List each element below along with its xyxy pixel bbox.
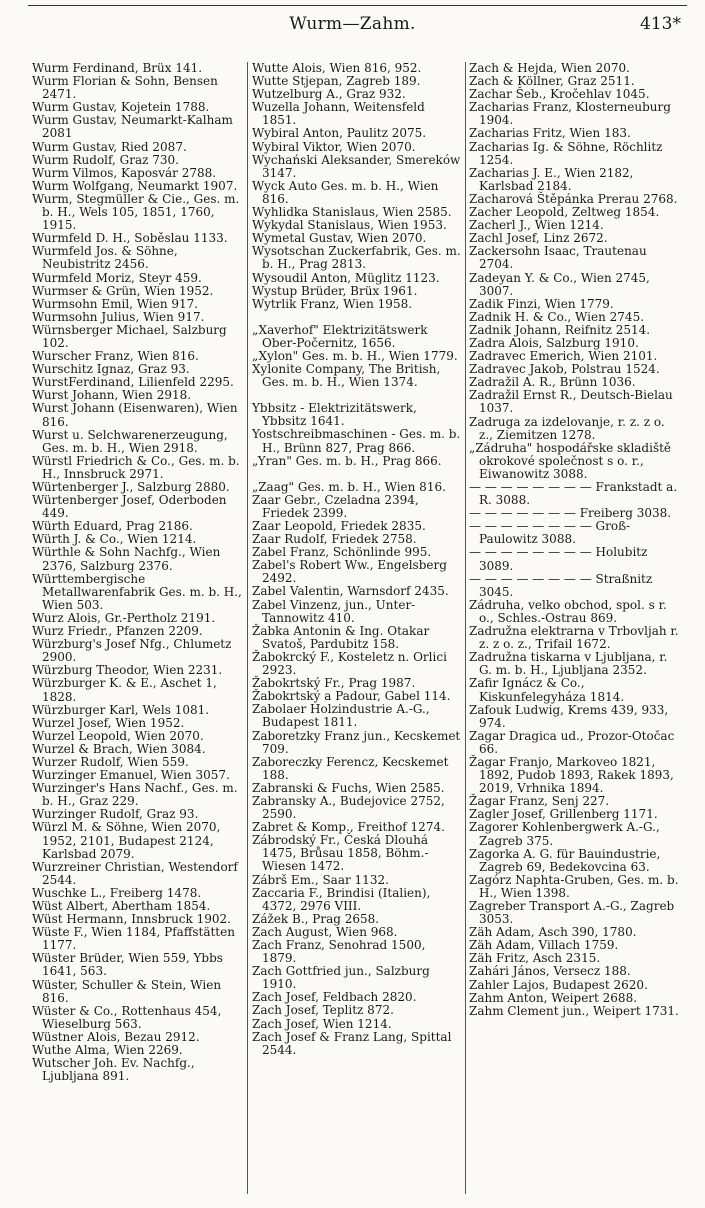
directory-entry: Wurmfeld D. H., Soběslau 1133. — [32, 231, 228, 246]
directory-entry: Zadravec Jakob, Polstrau 1524. — [469, 362, 660, 377]
directory-entry: Zagorer Kohlenbergwerk A.-G., Zagreb 375. — [469, 820, 660, 848]
directory-entry: Wymetal Gustav, Wien 2070. — [252, 231, 427, 246]
directory-entry: Zacharias Fritz, Wien 183. — [469, 126, 631, 141]
directory-entry: Zach August, Wien 968. — [252, 924, 398, 939]
directory-entry: Zabel Vinzenz, jun., Unter-Tannowitz 410. — [252, 597, 416, 625]
directory-entry: Zacherl J., Wien 1214. — [469, 218, 604, 233]
directory-entry: Wutte Stjepan, Zagreb 189. — [252, 74, 421, 89]
directory-entry: Zäh Adam, Asch 390, 1780. — [469, 925, 637, 940]
directory-entry: Zábrodský Fr., Česká Dlouhá 1475, Brůsau 1858, Böhm.-Wiesen 1472. — [252, 833, 429, 874]
directory-entry: Zahm Clement jun., Weipert 1731. — [469, 1003, 679, 1018]
directory-entry: Würzburger K. & E., Aschet 1, 1828. — [32, 676, 217, 704]
directory-entry: Zacharias J. E., Wien 2182, Karlsbad 2184. — [469, 165, 634, 193]
directory-entry: „Yran" Ges. m. b. H., Prag 866. — [252, 453, 442, 468]
directory-entry: Wutte Alois, Wien 816, 952. — [252, 61, 422, 75]
directory-entry: Zach & Hejda, Wien 2070. — [469, 61, 630, 75]
directory-entry: Zadik Finzi, Wien 1779. — [469, 296, 614, 311]
directory-entry: Würth J. & Co., Wien 1214. — [32, 532, 197, 547]
directory-entry: Wuthe Alma, Wien 2269. — [32, 1043, 183, 1058]
directory-column-2 — [252, 62, 462, 1057]
directory-entry: Zadnik Johann, Reifnitz 2514. — [469, 322, 651, 337]
directory-entry: Zaboreczky Ferencz, Kecskemet 188. — [252, 754, 449, 782]
directory-entry: Wüster Brüder, Wien 559, Ybbs 1641, 563. — [32, 951, 223, 979]
directory-entry: Ybbsitz - Elektrizitätswerk, Ybbsitz 1641. — [252, 401, 417, 429]
directory-column-1 — [32, 62, 244, 1083]
directory-entry: Würtenberger Josef, Oderboden 449. — [32, 493, 227, 521]
directory-entry: Zabel Valentin, Warnsdorf 2435. — [252, 584, 449, 599]
directory-entry: Wüst Hermann, Innsbruck 1902. — [32, 912, 231, 927]
directory-entry: Wurzinger Emanuel, Wien 3057. — [32, 768, 230, 783]
directory-entry: Zacher Leopold, Zeltweg 1854. — [469, 205, 660, 220]
directory-entry: Zadruga za izdelovanje, r. z. z o. z., Ziemitzen 1278. — [469, 414, 665, 442]
directory-entry: Zahler Lajos, Budapest 2620. — [469, 977, 648, 992]
directory-entry: „Zaag" Ges. m. b. H., Wien 816. — [252, 479, 446, 494]
directory-entry: Wytrlik Franz, Wien 1958. — [252, 296, 413, 311]
directory-entry: Wurscher Franz, Wien 816. — [32, 349, 199, 364]
directory-entry: Würth Eduard, Prag 2186. — [32, 519, 193, 534]
directory-entry: Zabel's Robert Ww., Engelsberg 2492. — [252, 558, 447, 586]
directory-entry: Wyhlidka Stanislaus, Wien 2585. — [252, 205, 452, 220]
directory-entry: — — — — — — — Freiberg 3038. — [469, 506, 672, 521]
directory-entry: Zaar Gebr., Czeladna 2394, Friedek 2399. — [252, 492, 419, 520]
directory-entry: Zäh Fritz, Asch 2315. — [469, 951, 601, 966]
directory-entry: Würzburg's Josef Nfg., Chlumetz 2900. — [32, 637, 232, 665]
directory-entry: Wüster, Schuller & Stein, Wien 816. — [32, 977, 222, 1005]
directory-entry: Žabokrtský Fr., Prag 1987. — [252, 676, 416, 691]
directory-entry: Zaar Rudolf, Friedek 2758. — [252, 532, 417, 547]
directory-entry: Xylonite Company, The British, Ges. m. b. H., Wien 1374. — [252, 362, 441, 390]
directory-entry: „Zádruha" hospodářske skladiště okrokové společnost s o. r., Eiwanowitz 3088. — [469, 440, 672, 481]
directory-entry: Wüste F., Wien 1184, Pfaffstätten 1177. — [32, 925, 235, 953]
directory-entry: Wüster & Co., Rottenhaus 454, Wieselburg 563. — [32, 1003, 222, 1031]
directory-entry: Zadražil Ernst R., Deutsch-Bielau 1037. — [469, 388, 673, 416]
directory-entry: Zäh Adam, Villach 1759. — [469, 938, 619, 953]
column-divider — [465, 62, 466, 1194]
directory-entry: Žabka Antonin & Ing. Otakar Svatoš, Pardubitz 158. — [252, 623, 430, 651]
column-divider — [247, 62, 248, 1194]
directory-entry: Zadražil A. R., Brünn 1036. — [469, 375, 636, 390]
directory-entry: Zach Gottfried jun., Salzburg 1910. — [252, 964, 430, 992]
directory-entry: Zagórz Naphta-Gruben, Ges. m. b. H., Wien 1398. — [469, 872, 679, 900]
directory-entry: Zaccaria F., Brindisi (Italien), 4372, 2976 VIII. — [252, 885, 431, 913]
directory-entry: Wurmfeld Moriz, Steyr 459. — [32, 270, 202, 285]
directory-entry: Wuschke L., Freiberg 1478. — [32, 885, 202, 900]
directory-entry: Zach & Köllner, Graz 2511. — [469, 74, 635, 89]
directory-entry: — — — — — — — — Straßnitz 3045. — [469, 571, 653, 599]
directory-entry: Wurm Gustav, Kojetein 1788. — [32, 100, 210, 115]
directory-entry: Zackersohn Isaac, Trautenau 2704. — [469, 244, 647, 272]
directory-entry: Žagar Franjo, Markoveo 1821, 1892, Pudob 1893, Rakek 1893, 2019, Vrhnika 1894. — [469, 754, 674, 796]
directory-entry: „Xylon" Ges. m. b. H., Wien 1779. — [252, 348, 458, 363]
directory-entry: Wurmsohn Julius, Wien 917. — [32, 309, 205, 324]
directory-entry: Würtenberger J., Salzburg 2880. — [32, 480, 230, 494]
directory-entry: Württembergische Metallwarenfabrik Ges. m. b. H., Wien 503. — [32, 571, 242, 612]
directory-entry: Wutzelburg A., Graz 932. — [252, 87, 406, 102]
section-gap — [252, 311, 462, 324]
directory-entry: Würzburg Theodor, Wien 2231. — [32, 663, 223, 678]
directory-entry: Zachl Josef, Linz 2672. — [469, 231, 608, 246]
section-gap — [252, 468, 462, 481]
directory-entry: Zábrš Em., Saar 1132. — [252, 872, 389, 887]
directory-entry: Zagler Josef, Grillenberg 1171. — [469, 807, 658, 822]
directory-entry: Wyck Auto Ges. m. b. H., Wien 816. — [252, 178, 439, 206]
directory-column-3 — [469, 62, 679, 1018]
directory-entry: Zagar Dragica ud., Prozor-Otočac 66. — [469, 728, 675, 756]
directory-entry: Žabokrtský a Padour, Gabel 114. — [252, 689, 451, 704]
directory-entry: Zahm Anton, Weipert 2688. — [469, 990, 638, 1005]
directory-entry: — — — — — — — — Frankstadt a. R. 3088. — [469, 480, 678, 508]
directory-entry: Zabransky A., Budejovice 2752, 2590. — [252, 793, 445, 822]
directory-entry: Wurm Wolfgang, Neumarkt 1907. — [32, 178, 238, 193]
directory-entry: Zagorka A. G. für Bauindustrie, Zagreb 69, Bedekovcina 63. — [469, 846, 661, 874]
directory-entry: Zacharias Franz, Klosterneuburg 1904. — [469, 100, 671, 128]
directory-entry: Zadra Alois, Salzburg 1910. — [469, 335, 639, 350]
directory-entry: Zagreber Transport A.-G., Zagreb 3053. — [469, 899, 675, 927]
directory-entry: Wysoudil Anton, Müglitz 1123. — [252, 270, 440, 285]
directory-entry: Wurm Rudolf, Graz 730. — [32, 152, 179, 167]
directory-entry: Wurst Johann (Eisenwaren), Wien 816. — [32, 401, 238, 429]
directory-entry: Žagar Franz, Senj 227. — [469, 794, 610, 809]
directory-entry: Wurst u. Selchwarenerzeugung, Ges. m. b. H., Wien 2918. — [32, 427, 228, 455]
directory-entry: Wychański Aleksander, Smereków 3147. — [252, 152, 461, 180]
running-title: Wurm—Zahm. — [289, 14, 416, 34]
directory-entry: Wurm Gustav, Neumarkt-Kalham 2081 — [32, 113, 233, 141]
directory-entry: Wurmfeld Jos. & Söhne, Neubistritz 2456. — [32, 244, 178, 272]
directory-entry: Zach Josef, Wien 1214. — [252, 1016, 392, 1031]
directory-entry: Wurzinger's Hans Nachf., Ges. m. b. H., Graz 229. — [32, 781, 238, 809]
directory-entry: Wurzreiner Christian, Westendorf 2544. — [32, 859, 238, 887]
directory-entry: — — — — — — — — Holubitz 3089. — [469, 545, 648, 573]
directory-entry: Wurm Vilmos, Kaposvár 2788. — [32, 165, 217, 180]
directory-entry: Wüstner Alois, Bezau 2912. — [32, 1029, 200, 1044]
directory-entry: Zach Josef, Feldbach 2820. — [252, 990, 417, 1005]
directory-entry: Würstl Friedrich & Co., Ges. m. b. H., Innsbruck 2971. — [32, 453, 240, 481]
directory-entry: — — — — — — — — Groß-Paulowitz 3088. — [469, 519, 631, 547]
directory-entry: Wybiral Anton, Paulitz 2075. — [252, 126, 427, 141]
directory-entry: Wurzer Rudolf, Wien 559. — [32, 754, 189, 769]
directory-entry: Zabret & Komp., Freithof 1274. — [252, 820, 445, 835]
directory-entry: Wykydal Stanislaus, Wien 1953. — [252, 218, 447, 233]
directory-entry: Wurzinger Rudolf, Graz 93. — [32, 807, 199, 822]
directory-entry: Würzburger Karl, Wels 1081. — [32, 702, 210, 717]
directory-entry: Zadeyan Y. & Co., Wien 2745, 3007. — [469, 270, 650, 298]
directory-entry: Zabranski & Fuchs, Wien 2585. — [252, 780, 445, 795]
directory-entry: Žabokrcký F., Kosteletz n. Orlici 2923. — [252, 649, 447, 678]
page-number: 413* — [640, 14, 681, 34]
directory-entry: Wuzella Johann, Weitensfeld 1851. — [252, 100, 425, 128]
directory-entry: Würthle & Sohn Nachfg., Wien 2376, Salzburg 2376. — [32, 545, 221, 573]
directory-entry: Wystup Brüder, Brüx 1961. — [252, 283, 418, 298]
directory-entry: Wurm Ferdinand, Brüx 141. — [32, 61, 203, 75]
directory-entry: Wurz Friedr., Pfanzen 2209. — [32, 624, 203, 639]
directory-entry: Zadravec Emerich, Wien 2101. — [469, 349, 658, 364]
directory-entry: Zabolaer Holzindustrie A.-G., Budapest 1811. — [252, 702, 430, 730]
directory-entry: Zachar Šeb., Kročehlav 1045. — [469, 87, 650, 102]
directory-entry: Zadnik H. & Co., Wien 2745. — [469, 309, 645, 324]
directory-entry: Zacharová Štěpánka Prerau 2768. — [469, 191, 678, 206]
directory-entry: Wurst Johann, Wien 2918. — [32, 388, 192, 403]
directory-entry: Zach Franz, Senohrad 1500, 1879. — [252, 938, 426, 966]
directory-entry: Zaar Leopold, Friedek 2835. — [252, 519, 426, 533]
directory-entry: Zážek B., Prag 2658. — [252, 911, 380, 926]
directory-entry: Wurm Florian & Sohn, Bensen 2471. — [32, 74, 218, 102]
top-border-line — [28, 5, 687, 6]
directory-entry: Wysotschan Zuckerfabrik, Ges. m. b. H., Prag 2813. — [252, 244, 461, 272]
directory-entry: Wurm, Stegmüller & Cie., Ges. m. b. H., Wels 105, 1851, 1760, 1915. — [32, 191, 240, 233]
directory-entry: Wurzel & Brach, Wien 3084. — [32, 741, 206, 756]
directory-entry: Zadružna elektrarna v Trbovljah r. z. z o. z., Trifail 1672. — [469, 624, 679, 652]
directory-entry: Wurschitz Ignaz, Graz 93. — [32, 362, 190, 377]
directory-entry: Wurz Alois, Gr.-Pertholz 2191. — [32, 610, 216, 625]
directory-entry: Wüst Albert, Abertham 1854. — [32, 899, 211, 913]
directory-entry: Zabel Franz, Schönlinde 995. — [252, 545, 432, 560]
directory-entry: Zafir Ignácz & Co., Kiskunfelegyháza 1814. — [469, 676, 625, 704]
directory-entry: Wurzel Josef, Wien 1952. — [32, 715, 185, 730]
directory-entry: „Xaverhof" Elektrizitätswerk Ober-Počernitz, 1656. — [252, 322, 428, 350]
directory-entry: Zach Josef & Franz Lang, Spittal 2544. — [252, 1029, 452, 1057]
page-header — [0, 14, 705, 42]
directory-entry: Würnsberger Michael, Salzburg 102. — [32, 322, 227, 350]
directory-entry: Yostschreibmaschinen - Ges. m. b. H., Brünn 827, Prag 866. — [252, 427, 461, 455]
directory-entry: Wurzel Leopold, Wien 2070. — [32, 728, 204, 743]
directory-entry: Zádruha, velko obchod, spol. s r. o., Schles.-Ostrau 869. — [469, 597, 667, 625]
directory-entry: Wurmsohn Emil, Wien 917. — [32, 296, 199, 311]
directory-entry: Zaboretzky Franz jun., Kecskemet 709. — [252, 728, 461, 756]
directory-entry: Zafouk Ludwig, Krems 439, 933, 974. — [469, 702, 669, 730]
directory-entry: Zadružna tiskarna v Ljubljana, r. G. m. b. H., Ljubljana 2352. — [469, 650, 668, 678]
directory-entry: WurstFerdinand, Lilienfeld 2295. — [32, 375, 234, 390]
directory-entry: Wurmser & Grün, Wien 1952. — [32, 283, 214, 298]
directory-entry: Wybiral Viktor, Wien 2070. — [252, 139, 416, 154]
directory-entry: Wutscher Joh. Ev. Nachfg., Ljubljana 891. — [32, 1056, 195, 1084]
directory-entry: Würzl M. & Söhne, Wien 2070, 1952, 2101, Budapest 2124, Karlsbad 2079. — [32, 820, 221, 861]
directory-entry: Zach Josef, Teplitz 872. — [252, 1003, 394, 1018]
directory-entry: Wurm Gustav, Ried 2087. — [32, 139, 187, 154]
directory-entry: Zahári János, Versecz 188. — [469, 964, 631, 979]
directory-entry: Zacharias Ig. & Söhne, Röchlitz 1254. — [469, 139, 663, 167]
directory-columns — [32, 62, 682, 1202]
